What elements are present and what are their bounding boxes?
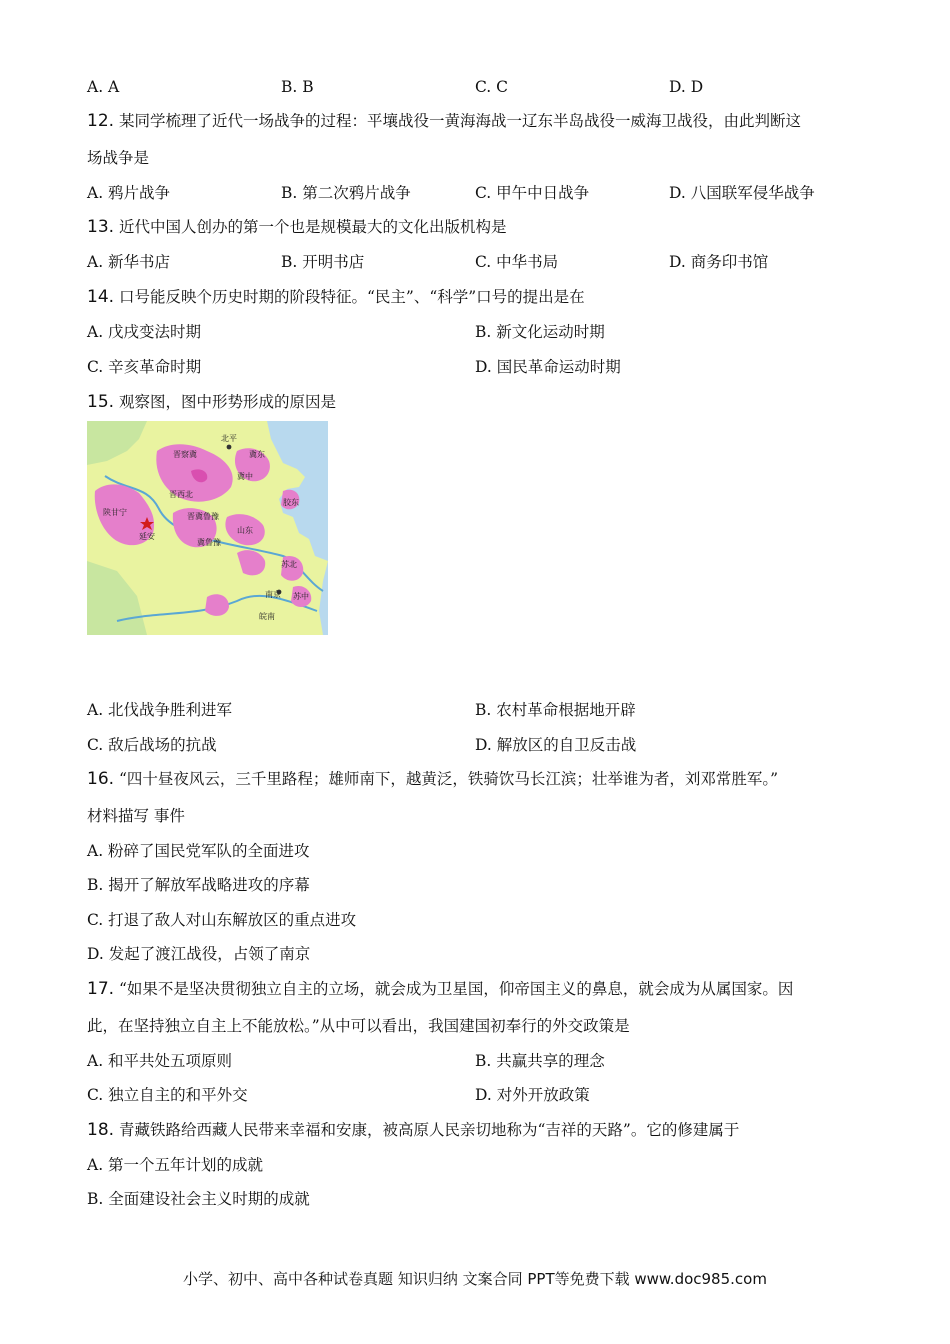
q14-option-c: C. 辛亥革命时期 — [87, 358, 202, 376]
map-label-shaanganning: 陕甘宁 — [103, 508, 127, 517]
q13-number: 13. — [87, 217, 115, 237]
q18-text: 青藏铁路给西藏人民带来幸福和安康，被高原人民亲切地称为“吉祥的天路”。它的修建属于 — [118, 1121, 740, 1139]
q17-option-d: D. 对外开放政策 — [475, 1086, 590, 1104]
q17-stem — [87, 979, 793, 999]
q12-option-c: C. 甲午中日战争 — [475, 184, 590, 202]
q16-option-b: B. 揭开了解放军战略进攻的序幕 — [87, 876, 310, 894]
q15-stem — [87, 392, 336, 412]
q18-stem — [87, 1120, 739, 1140]
q14-number: 14. — [87, 287, 115, 307]
q12-stem-cont: 场战争是 — [87, 149, 150, 167]
map-label-jiaodong: 胶东 — [283, 498, 299, 507]
q11-option-d: D. D — [669, 78, 704, 96]
q14-option-d: D. 国民革命运动时期 — [475, 358, 621, 376]
q11-option-a: A. A — [87, 78, 120, 96]
q16-option-a: A. 粉碎了国民党军队的全面进攻 — [87, 842, 310, 860]
map-label-jiluyu: 冀鲁豫 — [197, 538, 221, 547]
q17-stem-cont: 此，在坚持独立自主上不能放松。”从中可以看出，我国建国初奉行的外交政策是 — [87, 1017, 630, 1035]
q18-option-b: B. 全面建设社会主义时期的成就 — [87, 1190, 310, 1208]
map-label-jidong: 冀东 — [249, 450, 265, 459]
map-label-suzhong: 苏中 — [293, 592, 309, 601]
map-label-beiping: 北平 — [221, 434, 237, 443]
map-label-jinjiluyu: 晋冀鲁豫 — [187, 512, 219, 521]
q12-option-d: D. 八国联军侵华战争 — [669, 184, 815, 202]
q13-option-a: A. 新华书店 — [87, 253, 171, 271]
map-label-jinxibei: 晋西北 — [169, 490, 193, 499]
map-label-jinchaji: 晋察冀 — [173, 450, 197, 459]
q11-option-c: C. C — [475, 78, 509, 96]
q17-number: 17. — [87, 979, 115, 999]
q17-option-c: C. 独立自主的和平外交 — [87, 1086, 248, 1104]
q13-option-b: B. 开明书店 — [281, 253, 365, 271]
map-label-yanan: 延安 — [139, 532, 155, 541]
map-label-shandong: 山东 — [237, 526, 253, 535]
q13-option-d: D. 商务印书馆 — [669, 253, 769, 271]
q12-option-a: A. 鸦片战争 — [87, 184, 171, 202]
map-label-nanjing: 南京 — [265, 590, 281, 599]
q15-option-c: C. 敌后战场的抗战 — [87, 736, 217, 754]
q18-number: 18. — [87, 1120, 115, 1140]
q12-option-b: B. 第二次鸦片战争 — [281, 184, 411, 202]
q16-number: 16. — [87, 769, 115, 789]
q16-option-d: D. 发起了渡江战役，占领了南京 — [87, 945, 311, 963]
q17-option-b: B. 共赢共享的理念 — [475, 1052, 605, 1070]
q13-option-c: C. 中华书局 — [475, 253, 559, 271]
q14-option-a: A. 戊戌变法时期 — [87, 323, 202, 341]
page-footer: 小学、初中、高中各种试卷真题 知识归纳 文案合同 PPT等免费下载 www.doc985.com — [183, 1270, 767, 1288]
q12-stem — [87, 111, 801, 131]
q15-option-a: A. 北伐战争胜利进军 — [87, 701, 233, 719]
q14-stem — [87, 287, 585, 307]
q16-stem-cont: 材料描写 事件 — [87, 807, 185, 825]
map-label-subei: 苏北 — [281, 560, 297, 569]
q16-text: “四十昼夜风云，三千里路程；雄师南下，越黄泛，铁骑饮马长江滨；壮举谁为者，刘邓常胜军。” — [118, 770, 779, 788]
base-areas-map — [87, 421, 328, 635]
q12-text: 某同学梳理了近代一场战争的过程：平壤战役一黄海海战一辽东半岛战役一威海卫战役，由此判断这 — [118, 112, 801, 130]
q12-number: 12. — [87, 111, 115, 131]
q17-text: “如果不是坚决贯彻独立自主的立场，就会成为卫星国，仰帝国主义的鼻息，就会成为从属国家。因 — [118, 980, 794, 998]
q13-stem — [87, 217, 507, 237]
q15-number: 15. — [87, 392, 115, 412]
q17-option-a: A. 和平共处五项原则 — [87, 1052, 233, 1070]
q14-option-b: B. 新文化运动时期 — [475, 323, 605, 341]
q16-option-c: C. 打退了敌人对山东解放区的重点进攻 — [87, 911, 357, 929]
q11-option-b: B. B — [281, 78, 314, 96]
q15-text: 观察图，图中形势形成的原因是 — [118, 393, 336, 411]
q15-option-d: D. 解放区的自卫反击战 — [475, 736, 637, 754]
q15-option-b: B. 农村革命根据地开辟 — [475, 701, 636, 719]
q16-stem — [87, 769, 778, 789]
map-label-wannan: 皖南 — [259, 612, 275, 621]
q13-text: 近代中国人创办的第一个也是规模最大的文化出版机构是 — [118, 218, 507, 236]
q18-option-a: A. 第一个五年计划的成就 — [87, 1156, 264, 1174]
q14-text: 口号能反映个历史时期的阶段特征。“民主”、“科学”口号的提出是在 — [118, 288, 585, 306]
map-label-jizhong: 冀中 — [237, 472, 253, 481]
